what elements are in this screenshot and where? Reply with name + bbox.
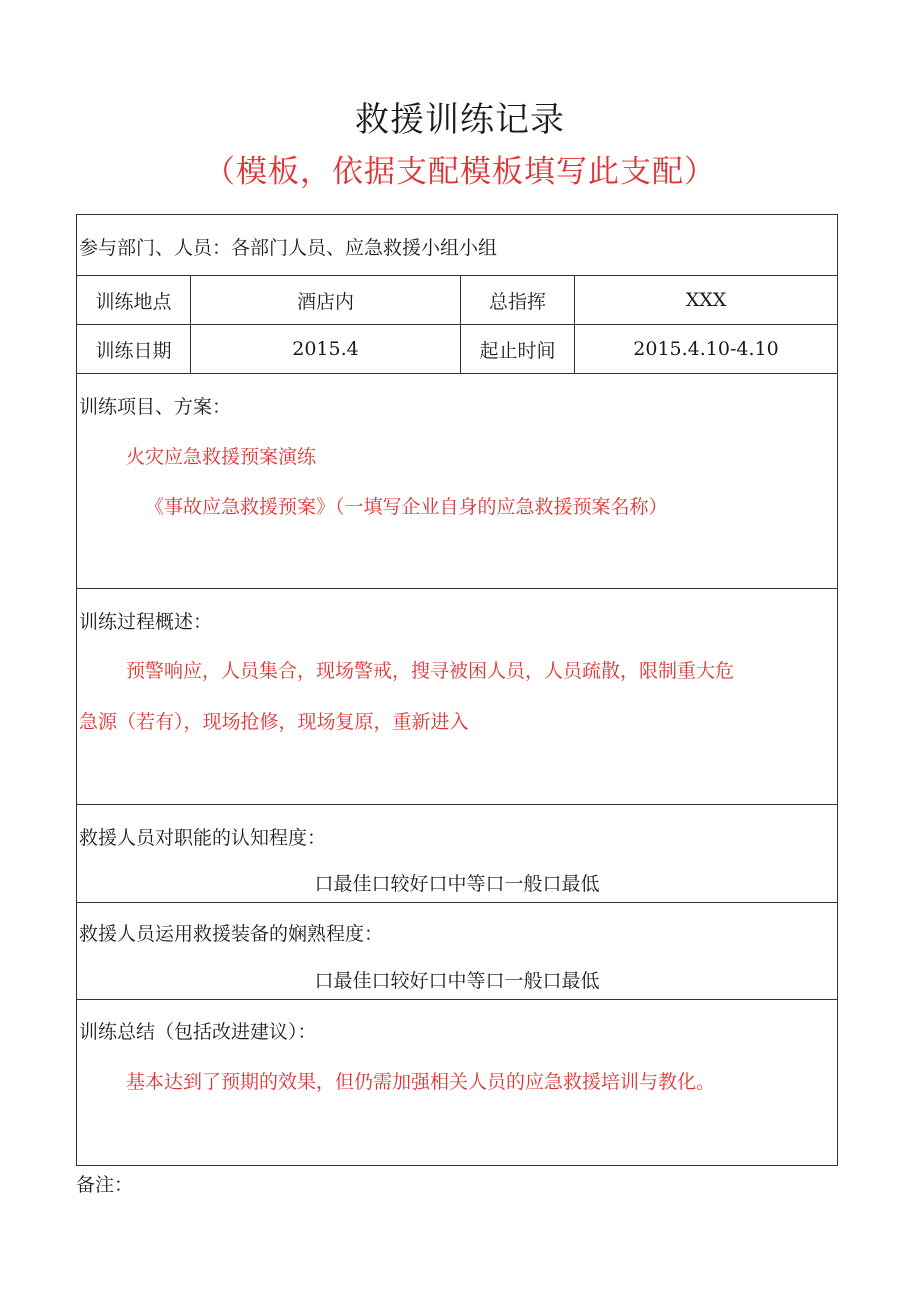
plan-label: 训练项目、方案： (79, 396, 232, 418)
participants-row (77, 215, 837, 276)
summary-text[interactable]: 基本达到了预期的效果，但仍需加强相关人员的应急救援培训与教化。 (126, 1071, 716, 1093)
participants-line (79, 233, 497, 260)
plan-line-1[interactable]: 火灾应急救援预案演练 (126, 446, 317, 468)
remark-label: 备注： (76, 1174, 134, 1196)
page-title: 救援训练记录 (355, 100, 565, 140)
summary-row (77, 1000, 837, 1165)
plan-line-2[interactable]: 《事故应急救援预案》（一填写企业自身的应急救援预案名称） (145, 496, 668, 518)
period-value[interactable]: 2015.4.10-4.10 (633, 338, 779, 360)
process-label: 训练过程概述： (79, 611, 213, 633)
plan-row (77, 374, 837, 589)
commander-value[interactable]: XXX (685, 289, 727, 311)
proficiency-row (77, 903, 837, 1000)
process-line-2[interactable]: 急源（若有），现场抢修，现场复原，重新进入 (79, 711, 469, 733)
date-label: 训练日期 (77, 325, 191, 373)
participants-value: 各部门人员、应急救援小组小组 (231, 237, 498, 259)
location-row (77, 276, 837, 325)
location-value[interactable]: 酒店内 (191, 276, 461, 324)
template-note: （模板，依据支配模板填写此支配） (204, 154, 716, 190)
cognition-options[interactable]: 口最佳口较好口中等口一般口最低 (314, 873, 600, 895)
date-row (77, 325, 837, 374)
summary-label: 训练总结（包括改进建议）： (79, 1021, 317, 1043)
process-row (77, 589, 837, 805)
proficiency-options[interactable]: 口最佳口较好口中等口一般口最低 (314, 970, 600, 992)
cognition-row (77, 805, 837, 903)
training-record-form (76, 214, 838, 1166)
proficiency-label: 救援人员运用救援装备的娴熟程度： (79, 923, 384, 945)
process-line-1[interactable]: 预警响应，人员集合，现场警戒，搜寻被困人员，人员疏散，限制重大危 (126, 660, 735, 682)
period-label: 起止时间 (461, 325, 575, 373)
date-value[interactable]: 2015.4 (191, 325, 461, 373)
cognition-label: 救援人员对职能的认知程度： (79, 827, 327, 849)
commander-label: 总指挥 (461, 276, 575, 324)
participants-label: 参与部门、人员： (79, 237, 232, 259)
location-label: 训练地点 (77, 276, 191, 324)
